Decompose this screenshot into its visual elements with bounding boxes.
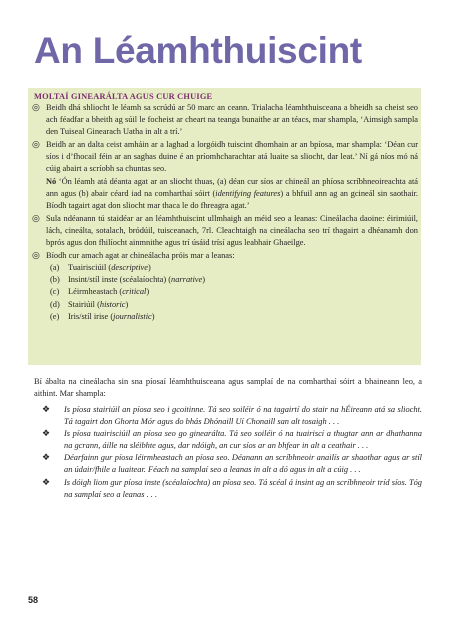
example-item [34, 452, 422, 476]
genre-item: (d) Stairiúil (historic) [50, 299, 418, 311]
genre-item: (a) Tuairisciúil (descriptive) [50, 262, 418, 274]
bullseye-icon: ◎ [32, 140, 40, 151]
genre-item: (b) Insint/stíl inste (scéalaíochta) (narrative) [50, 274, 418, 286]
page-title: An Léamhthuiscint [34, 30, 362, 71]
genre-label: (d) [50, 299, 60, 309]
english-gloss: identifying features [215, 188, 281, 198]
genre-english: critical [122, 287, 147, 297]
tip-text-alternative [46, 176, 418, 212]
genre-irish: Tuairisciúil [68, 263, 107, 273]
example-item [34, 404, 422, 428]
genre-list [46, 262, 418, 322]
genre-irish: Léirmheastach [68, 287, 118, 297]
genre-english: narrative [171, 275, 203, 285]
example-text: Is dóigh liom gur píosa inste (scéalaíochta) an píosa seo. Tá scéal á insint ag an scríbhneoir tríd síos. Tóg na samplaí seo a leanas . . . [64, 477, 422, 499]
genre-label: (e) [50, 311, 60, 321]
example-item [34, 428, 422, 452]
tip-text: Beidh ar an dalta ceist amháin ar a laghad a lorgóidh tuiscint dhomhain ar an bpíosa, mar shampla: ‘Déan cur síos i d’fhocail féin ar an saghas duine é an príomhcharachtar atá luaite sa sliocht, dar leat.’ Ní gá níos mó ná cúig abairt a scríobh sa chuntas seo. [46, 140, 418, 174]
tips-list [30, 102, 418, 324]
tip-text-part: ‘Ón léamh atá déanta agat ar an sliocht thuas, (a) déan cur síos ar chineál an phíosa scríbhneoireachta atá ann agus (b) abair céard iad na comharthaí sóirt ( [46, 176, 418, 198]
genre-english: journalistic [113, 311, 152, 321]
genre-label: (a) [50, 263, 60, 273]
tip-item [30, 213, 418, 249]
example-item [34, 477, 422, 501]
bullseye-icon: ◎ [32, 251, 40, 262]
example-text: Is píosa tuairisciúil an píosa seo go ginearálta. Tá seo soiléir ó na tuairiscí a thugtar ann ar dhathanna na gcrann, áille na sléibhte agus, dar ndóigh, an cur síos ar an bhfear in alt a ceathair . . . [64, 429, 422, 451]
bullseye-icon: ◎ [32, 213, 40, 224]
page-number: 58 [28, 595, 39, 605]
examples-intro: Bí ábalta na cineálacha sin sna píosaí léamhthuisceana agus samplaí de na comharthaí sóirt a bhaineann leo, a aithint. Mar shampla: [34, 377, 422, 399]
example-text: Déarfainn gur píosa léirmheastach an píosa seo. Déanann an scríbhneoir anailís ar shaothar agus ar stíl an údair/fhile a luaitear. Féach na samplaí seo a leanas in alt a dó agus in alt a cúig . . . [64, 453, 422, 475]
tip-text-part: ) a bhfuil ann ag an gcineál sin saothair. Bíodh tagairt agat don sliocht mar thaca le do fhreagra agat.’ [46, 188, 418, 210]
genre-label: (c) [50, 287, 60, 297]
tip-text: Beidh dhá shliocht le léamh sa scrúdú ar 50 marc an ceann. Trialacha léamhthuisceana a bheidh sa cheist seo ach féadfar a bheith ag súil le focheist ar cheart na teanga bunaithe ar an téacs, mar shampla, ‘Aimsigh sampla den Tuiseal Ginearach Uatha in alt a trí.’ [46, 103, 418, 137]
four-diamond-icon: ❖ [42, 405, 51, 415]
tip-text: Sula ndéanann tú staidéar ar an léamhthuiscint ullmhaigh an méid seo a leanas: Cineálacha daoine: éirimiúil, lách, cineálta, sotalach, bródúil, tuisceanach, 7rl. Cleachtaigh na cineálacha seo trí thagairt a dhéanamh don bprós agus don fhilíocht ainmnithe agus trí úsáid trísí agus leabhair Ghaeilge. [46, 213, 418, 248]
genre-english: historic [99, 299, 126, 309]
or-label: Nó [46, 176, 57, 186]
genre-label: (b) [50, 275, 60, 285]
genre-irish: Insint/stíl inste (scéalaíochta) [68, 275, 167, 285]
tip-item [30, 139, 418, 212]
four-diamond-icon: ❖ [42, 453, 51, 464]
tip-item [30, 250, 418, 323]
tip-text: Bíodh cur amach agat ar chineálacha próis mar a leanas: [46, 251, 235, 261]
four-diamond-icon: ❖ [42, 477, 51, 488]
example-text: Is píosa stairiúil an píosa seo i gcoitinne. Tá seo soiléir ó na tagairtí do stair na hÉireann atá sa sliocht. Tá tagairt don Ghorta Mór agus do bhás Dhónaill Uí Chonaill san alt tosaigh . . . [64, 405, 422, 427]
genre-english: descriptive [111, 263, 148, 273]
tips-box-heading: MOLTAÍ GINEARÁLTA AGUS CUR CHUIGE [34, 92, 213, 101]
genre-item: (e) Iris/stíl irise (journalistic) [50, 311, 418, 323]
genre-irish: Iris/stíl irise [68, 311, 109, 321]
bullseye-icon: ◎ [32, 103, 40, 113]
four-diamond-icon: ❖ [42, 429, 51, 440]
genre-item: (c) Léirmheastach (critical) [50, 286, 418, 298]
examples-list [34, 404, 422, 501]
genre-irish: Stairiúil [68, 299, 95, 309]
tip-item [30, 102, 418, 138]
